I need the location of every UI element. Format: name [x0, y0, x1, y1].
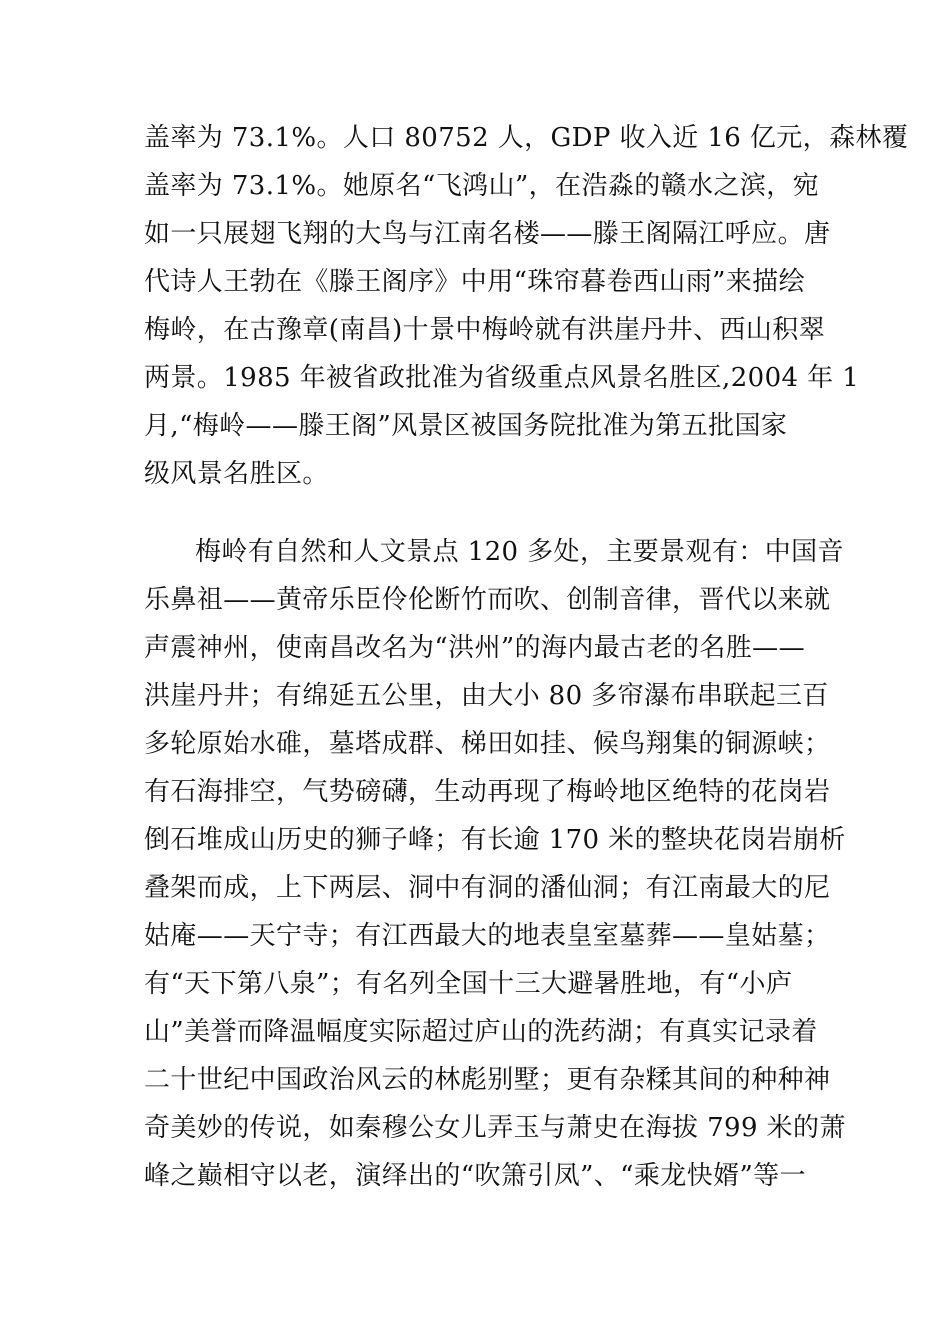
text-line: 多轮原始水碓，墓塔成群、梯田如挂、候鸟翔集的铜源峡； — [144, 729, 831, 759]
text-line: 如一只展翅飞翔的大鸟与江南名楼——滕王阁隔江呼应。唐 — [144, 219, 831, 249]
text-line: 洪崖丹井；有绵延五公里，由大小 80 多帘瀑布串联起三百 — [144, 681, 829, 711]
text-line: 级风景名胜区。 — [144, 459, 329, 489]
text-line: 叠架而成，上下两层、洞中有洞的潘仙洞；有江南最大的尼 — [144, 873, 831, 903]
text-line: 盖率为 73.1%。她原名“飞鸿山”，在浩淼的赣水之滨，宛 — [144, 171, 820, 201]
text-line: 月,“梅岭——滕王阁”风景区被国务院批准为第五批国家 — [144, 411, 788, 441]
text-line: 有石海排空，气势磅礴，生动再现了梅岭地区绝特的花岗岩 — [144, 777, 831, 807]
text-line: 声震神州，使南昌改名为“洪州”的海内最古老的名胜—— — [144, 633, 805, 663]
text-line: 二十世纪中国政治风云的林彪别墅；更有杂糅其间的种种神 — [144, 1065, 831, 1095]
text-line: 姑庵——天宁寺；有江西最大的地表皇室墓葬——皇姑墓； — [144, 921, 831, 951]
text-line: 乐鼻祖——黄帝乐臣伶伦断竹而吹、创制音律，晋代以来就 — [144, 585, 831, 615]
text-line: 倒石堆成山历史的狮子峰；有长逾 170 米的整块花岗岩崩析 — [144, 825, 846, 855]
text-line: 盖率为 73.1%。人口 80752 人，GDP 收入近 16 亿元，森林覆 — [144, 123, 909, 153]
text-line: 梅岭有自然和人文景点 120 多处，主要景观有：中国音 — [195, 537, 844, 567]
text-line: 梅岭，在古豫章(南昌)十景中梅岭就有洪崖丹井、西山积翠 — [144, 315, 826, 345]
text-line: 峰之巅相守以老，演绎出的“吹箫引凤”、“乘龙快婿”等一 — [144, 1161, 806, 1191]
text-line: 山”美誉而降温幅度实际超过庐山的洗药湖；有真实记录着 — [144, 1017, 818, 1047]
text-line: 两景。1985 年被省政批准为省级重点风景名胜区,2004 年 1 — [144, 363, 860, 393]
text-line: 有“天下第八泉”；有名列全国十三大避暑胜地，有“小庐 — [144, 969, 793, 999]
text-line: 代诗人王勃在《滕王阁序》中用“珠帘暮卷西山雨”来描绘 — [144, 267, 805, 297]
text-line: 奇美妙的传说，如秦穆公女儿弄玉与萧史在海拔 799 米的萧 — [144, 1113, 846, 1143]
